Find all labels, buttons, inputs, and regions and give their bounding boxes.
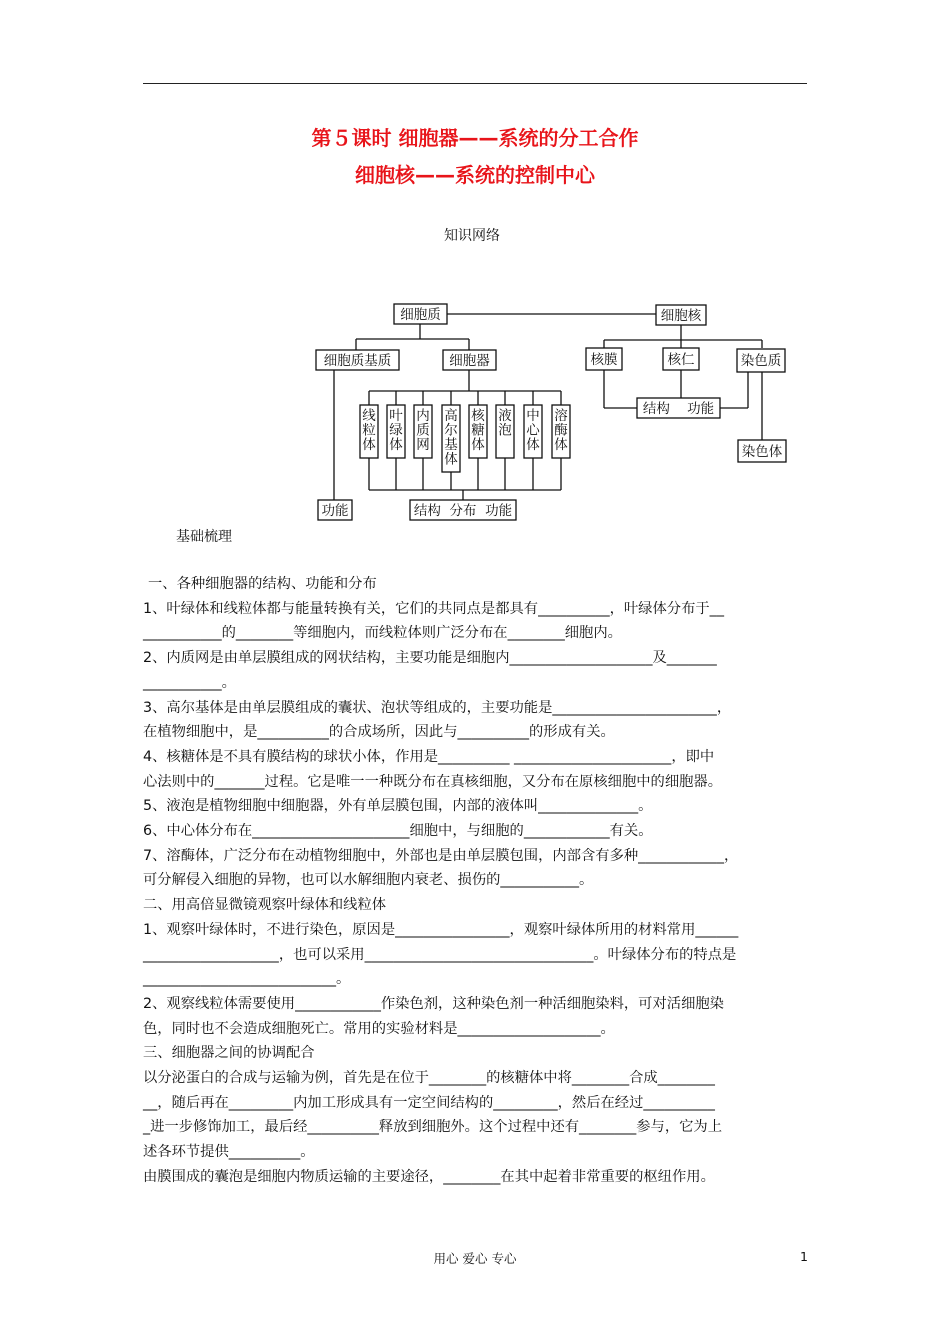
text-line: 三、细胞器之间的协调配合 [143,1045,315,1062]
lesson-title: 第５课时 细胞器——系统的分工合作 [311,126,639,150]
node-struct-dist-func: 结构 分布 功能 [413,503,513,519]
node-struct-func: 结构 功能 [642,401,715,417]
text-line: 1、叶绿体和线粒体都与能量转换有关，它们的共同点是都具有__________，叶绿体分布于__ [143,600,724,617]
text-line: 在植物细胞中，是__________的合成场所，因此与__________的形成有关。 [143,724,615,741]
organelle-label: 核糖体 [471,408,485,453]
text-line: 2、内质网是由单层膜组成的网状结构，主要功能是细胞内____________________及_______ [143,650,717,667]
text-line: 5、液泡是植物细胞中细胞器，外有单层膜包围，内部的液体叫______________。 [143,798,653,815]
text-line: ___________。 [143,674,236,691]
node-nuclear-membrane: 核膜 [590,352,618,368]
text-line: ___________________，也可以采用________________________________。叶绿体分布的特点是 [143,946,737,963]
node-matrix: 细胞质基质 [323,353,392,369]
text-line: 6、中心体分布在______________________细胞中，与细胞的____________有关。 [143,823,653,840]
organelle-label: 线粒体 [362,408,376,453]
text-line: 3、高尔基体是由单层膜组成的囊状、泡状等组成的，主要功能是_______________________， [143,699,732,716]
node-organelles: 细胞器 [449,353,490,369]
node-function: 功能 [321,503,349,519]
text-line: 4、核糖体是不具有膜结构的球状小体，作用是__________ ______________________，即中 [143,748,715,765]
organelle-label: 中心体 [526,408,540,453]
node-nucleus: 细胞核 [660,308,702,324]
organelle-label: 液泡 [498,408,512,439]
text-line: _进一步修饰加工，最后经__________释放到细胞外。这个过程中还有________参与，它为上 [143,1119,723,1136]
text-line: 以分泌蛋白的合成与运输为例，首先是在位于________的核糖体中将________合成________ [143,1070,715,1087]
section-network-heading: 知识网络 [444,228,500,244]
text-line: 2、观察线粒体需要使用____________作染色剂，这种染色剂一种活细胞染料，可对活细胞染 [143,995,724,1012]
text-line: ___________的________等细胞内，而线粒体则广泛分布在________细胞内。 [143,625,622,642]
text-line: 二、用高倍显微镜观察叶绿体和线粒体 [143,897,387,914]
exercise-body [143,572,809,1190]
organelle-label: 高尔基体 [444,408,458,468]
node-chromosome: 染色体 [741,444,783,460]
section-basics-heading: 基础梳理 [176,529,232,545]
knowledge-network-diagram [0,0,950,560]
text-line: 可分解侵入细胞的异物，也可以水解细胞内衰老、损伤的___________。 [143,872,594,889]
text-line: __，随后再在_________内加工形成具有一定空间结构的_________，然后在经过__________ [143,1094,715,1111]
node-chromatin: 染色质 [740,353,782,369]
text-line: 由膜围成的囊泡是细胞内物质运输的主要途径，________在其中起着非常重要的枢纽作用。 [143,1168,715,1185]
page-number: 1 [800,1249,808,1264]
organelle-label: 叶绿体 [389,408,403,453]
text-line: 心法则中的_______过程。它是唯一一种既分布在真核细胞，又分布在原核细胞中的细胞器。 [143,773,723,790]
organelle-label: 溶酶体 [554,408,568,453]
text-line: 述各环节提供__________。 [143,1144,315,1161]
organelle-label: 内质网 [416,408,430,453]
page-footer: 用心 爱心 专心 [433,1251,517,1266]
node-nucleolus: 核仁 [667,352,695,368]
text-line: 一、各种细胞器的结构、功能和分布 [148,576,377,592]
node-cytoplasm: 细胞质 [400,307,441,323]
text-line: 1、观察叶绿体时，不进行染色，原因是________________，观察叶绿体所用的材料常用______ [143,921,739,938]
text-line: ___________________________。 [143,971,351,988]
text-line: 7、溶酶体，广泛分布在动植物细胞中，外部也是由单层膜包围，内部含有多种____________， [143,847,739,864]
text-line: 色，同时也不会造成细胞死亡。常用的实验材料是____________________。 [143,1020,615,1037]
lesson-subtitle: 细胞核——系统的控制中心 [355,163,595,187]
